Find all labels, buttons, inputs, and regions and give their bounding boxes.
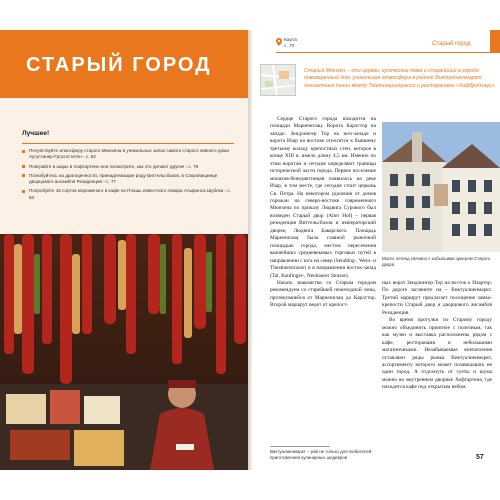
body-paragraph: Во время прогулки по Старому городу можно объединить приятное с полезным, так как музеи и выставка расположены рядом с кафе, ресторанами и небольшими магазинчиками. Незабываемые впечатления оставляют ряды рынка Виктуалиенмаркт, ассортименту которого может позавидовать не один город. А отдохнуть от суеты и шума можно во внутреннем дворике Хофгартена, где находится кафе под открытым небом. xyxy=(382,317,492,391)
map-page-ref: с. 70 xyxy=(284,43,295,49)
body-column-2 xyxy=(382,280,492,460)
edge-tab xyxy=(490,30,500,52)
map-label-text: Карта xyxy=(284,38,297,43)
map-label xyxy=(284,38,297,49)
header-rule xyxy=(276,52,500,53)
highlight-text: Полюбуйтесь на драгоценности, принадлежащие роду Виттельсбахов, в Сокровищнице дворцового ансамбля Резиденция › с. 77 xyxy=(29,172,218,185)
highlight-item xyxy=(22,164,234,170)
map-thumbnail xyxy=(260,64,296,96)
highlights-divider xyxy=(22,143,234,144)
caption-rule xyxy=(270,446,330,447)
highlights-title: Лучшее! xyxy=(22,130,50,137)
townhall-photo xyxy=(382,122,500,252)
intro-text: Старый Мюнхен – это церкви, купеческие дома и старейший в городе пивоваренный дом, уникальная атмосфера в районе Виктуалиенмаркт, элегантные пинии между Театинерштрассе и ресторанами «Хофбройхаус». xyxy=(304,68,496,89)
bullet-icon xyxy=(22,174,25,177)
highlights-list xyxy=(22,148,234,201)
townhall-illustration xyxy=(382,122,500,252)
body-column-1 xyxy=(270,116,376,446)
photo-caption xyxy=(382,256,492,268)
bullet-icon xyxy=(22,165,25,168)
title-band xyxy=(0,30,248,98)
body-paragraph: ных ворот Зендлингер-Тор на восток к Изартор. По дороге загляните на – Виктуалиенмаркт. Третий маршрут предлагает посещение замка-крепости Старый двор и дворцового ансамбля Резиденция. xyxy=(382,280,492,316)
bullet-icon xyxy=(22,150,25,153)
bullet-icon xyxy=(22,190,25,193)
highlight-item xyxy=(22,173,234,186)
body-paragraph: Начать знакомство со Старым городом рекомендуем со старейшей пешеходной зоны, протянувшейся от Мариенплац до Карлстор. Второй маршрут ведет от крепост- xyxy=(270,279,376,309)
highlight-text: Попробуйте 18 сортов мороженого в кафе на Плашь известного повара Альфонса Шубека › с. 83 xyxy=(29,188,231,200)
left-page xyxy=(0,30,248,470)
highlight-text: Поиграйте в шары в Хофгартене или посмотрите, как это делают другие › с. 76 xyxy=(29,163,199,169)
highlight-item xyxy=(22,148,234,161)
right-page xyxy=(252,30,500,470)
photo-caption-text: Много легенд связано с кобыльими эркером Старого двора xyxy=(382,256,491,267)
map-pin-icon xyxy=(276,38,282,46)
body-paragraph: Сердце Старого города находится на площади Мариенплац. Ворота Карлстор на западе. Зендлингер Тор на юго-западе и ворота Изар на востоке относятся к бывшему третьему кольцу крепостных стен, которое в конце XIII в. имело длину 4,5 км. Именно по этим воротам и сегодня определяют границы исторической части города. Первое поселение монахов-бенедиктинцев появилось на реке Изар, в том месте, где сегодня стоит церковь Св. Петра. На некотором удалении от домов горожан на северо-востоке современного Мюнхена по приказу Людвига Сурового был возведен Старый двор (Alter Hof) – первая резиденция Виттельсбахов и императорский дворец Людвига Баварского. Площадь Мариенплац была главной рыночной площадью города, местом пересечения важнейших средневековых торговых путей в направлении с юга на север (Sendling-, Wein- и Theatinerstrasse) и в направлении восток-запад (Tal, Kaufinger-, Neuhauser Strasse). xyxy=(270,116,376,279)
highlight-text: Почувствуйте атмосферу старого Мюнхена в уникальных залах самого старого пивного дома Аугустинер-Гросгаттетен › с. 62 xyxy=(29,148,229,160)
highlights-box xyxy=(0,98,248,234)
market-stall-photo xyxy=(0,234,248,470)
page-title: СТАРЫЙ ГОРОД xyxy=(26,54,212,76)
highlight-item xyxy=(22,188,234,201)
running-head: Старый город xyxy=(432,41,471,47)
map-thumbnail-graphic xyxy=(261,65,296,96)
market-caption xyxy=(270,446,378,461)
market-caption-text: Виктуалиенмаркт – рай не только для любителей приготовления кулинарных шедевров xyxy=(270,449,372,460)
page-number: 57 xyxy=(476,454,484,461)
market-stall-illustration xyxy=(0,234,248,470)
